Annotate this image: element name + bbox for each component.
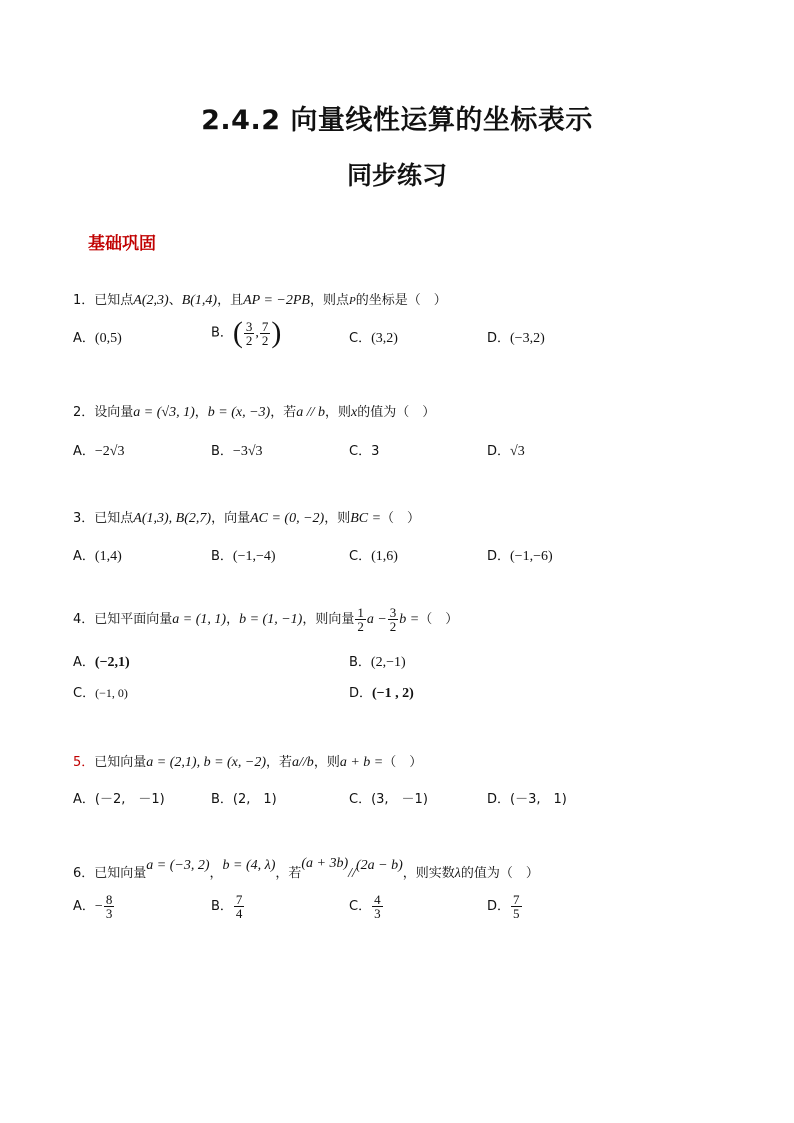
- numerator: 1: [357, 605, 364, 620]
- math-expr: b =: [399, 612, 420, 627]
- question-4-stem: [73, 606, 458, 633]
- option-label: D．: [487, 444, 511, 459]
- denominator: 2: [389, 619, 397, 634]
- denominator: 5: [513, 906, 520, 921]
- math-expr: BC =: [350, 511, 382, 526]
- option-value: (−1, 0): [95, 686, 128, 700]
- fraction: [372, 893, 383, 920]
- math-expr: AP = −2PB: [243, 293, 310, 308]
- math-expr: A(2,3): [133, 293, 169, 308]
- option-value: (－3, 1): [510, 792, 567, 807]
- stem-text: 已知点: [94, 511, 134, 526]
- option-label: C．: [349, 899, 372, 914]
- q6-option-c[interactable]: [349, 893, 384, 920]
- math-expr: b = (x, −3): [207, 405, 271, 420]
- question-1-stem: [73, 289, 447, 309]
- math-var: λ: [454, 866, 461, 881]
- option-label: A．: [73, 792, 95, 807]
- option-value: −2√3: [94, 444, 125, 459]
- q4-option-b[interactable]: [349, 651, 406, 671]
- numerator: 7: [261, 318, 269, 334]
- stem-text: ，则点: [309, 293, 349, 308]
- page-subtitle: 同步练习: [346, 161, 447, 190]
- numerator: 4: [374, 892, 381, 907]
- fraction: [355, 606, 366, 633]
- option-sign: −: [94, 899, 103, 914]
- numerator: 8: [105, 892, 113, 907]
- math-expr: AC = (0, −2): [250, 511, 325, 526]
- stem-text: （ ）: [419, 612, 459, 627]
- q4-option-c[interactable]: [73, 682, 128, 701]
- stem-text: ，则向量: [302, 612, 355, 627]
- math-expr: b = (4, λ): [222, 858, 276, 873]
- stem-text: ，: [226, 612, 240, 627]
- question-number: 3．: [73, 511, 95, 526]
- question-number: 5．: [73, 755, 95, 770]
- numerator: 3: [389, 605, 397, 620]
- denominator: 3: [105, 906, 113, 921]
- stem-text: ，则: [313, 755, 340, 770]
- stem-text: 的坐标是（ ）: [355, 293, 447, 308]
- option-label: A．: [73, 549, 95, 564]
- stem-text: ，: [209, 866, 223, 881]
- option-label: C．: [349, 444, 372, 459]
- denominator: 2: [245, 332, 253, 348]
- math-expr: //: [348, 866, 356, 881]
- math-expr: a = (√3, 1): [133, 405, 195, 420]
- page-title: 2.4.2 向量线性运算的坐标表示: [201, 105, 593, 136]
- question-number: 4．: [73, 612, 95, 627]
- fraction: [260, 320, 271, 347]
- math-expr: (a + 3b): [301, 856, 349, 871]
- math-expr: a −: [366, 612, 387, 627]
- option-label: A．: [73, 899, 95, 914]
- math-expr: a = (1, 1): [172, 612, 227, 627]
- math-expr: (2a − b): [355, 858, 403, 873]
- math-var: P: [348, 295, 356, 307]
- q5-option-b[interactable]: [211, 788, 277, 807]
- q4-option-a[interactable]: [73, 651, 130, 671]
- stem-text: 已知向量: [94, 755, 147, 770]
- denominator: 2: [357, 619, 364, 634]
- option-label: B．: [211, 549, 233, 564]
- math-expr: a//b: [292, 755, 314, 770]
- math-expr: b = (1, −1): [239, 612, 303, 627]
- question-3-stem: [73, 507, 420, 527]
- option-label: C．: [349, 792, 372, 807]
- option-label: B．: [211, 899, 233, 914]
- stem-text: ，: [194, 405, 208, 420]
- q2-option-d[interactable]: [487, 440, 525, 460]
- option-label: B．: [211, 792, 233, 807]
- q6-option-d[interactable]: [487, 893, 523, 920]
- stem-text: 的值为（ ）: [357, 405, 436, 420]
- option-value: (−1 , 2): [372, 686, 414, 701]
- q6-option-b[interactable]: [211, 893, 245, 920]
- q4-option-d[interactable]: [349, 682, 414, 702]
- math-expr: B(1,4): [181, 293, 218, 308]
- option-value: (−1,−6): [510, 549, 553, 564]
- question-2-stem: [73, 401, 435, 421]
- q1-option-c[interactable]: [349, 327, 398, 347]
- stem-text: ，向量: [211, 511, 251, 526]
- q1-option-d[interactable]: [487, 327, 545, 347]
- q2-option-b[interactable]: [211, 440, 263, 460]
- stem-text: 、: [168, 293, 182, 308]
- denominator: 3: [374, 906, 381, 921]
- stem-text: （ ）: [381, 511, 421, 526]
- stem-text: 已知点: [94, 293, 134, 308]
- option-label: A．: [73, 331, 95, 346]
- numerator: 7: [235, 892, 243, 907]
- math-var: x: [351, 405, 358, 420]
- q6-option-a[interactable]: [73, 893, 115, 920]
- fraction: [234, 893, 245, 920]
- denominator: 2: [261, 332, 269, 348]
- comma: ,: [255, 325, 259, 341]
- fraction: [244, 320, 255, 347]
- question-number: 1．: [73, 293, 95, 308]
- q2-option-c[interactable]: [349, 440, 379, 459]
- option-value: √3: [510, 444, 525, 459]
- option-label: C．: [349, 549, 372, 564]
- option-value: (3,2): [371, 331, 398, 346]
- stem-text: ，则: [325, 405, 352, 420]
- stem-text: ，若: [266, 755, 293, 770]
- fraction: [388, 606, 399, 633]
- math-expr: A(1,3), B(2,7): [133, 511, 212, 526]
- q3-option-c[interactable]: [349, 545, 398, 565]
- stem-text: （ ）: [383, 755, 423, 770]
- option-label: D．: [487, 331, 511, 346]
- stem-text: ，则: [324, 511, 351, 526]
- option-value: (1,6): [371, 549, 398, 564]
- option-label: A．: [73, 655, 95, 670]
- option-value: (3, －1): [371, 792, 428, 807]
- q5-option-a[interactable]: [73, 788, 165, 807]
- numerator: 3: [245, 318, 253, 334]
- q2-option-a[interactable]: [73, 440, 125, 460]
- option-label: B．: [211, 325, 233, 341]
- question-5-stem: [73, 751, 422, 771]
- denominator: 4: [235, 906, 243, 921]
- math-expr: a + b =: [339, 755, 384, 770]
- option-value: (2, 1): [232, 792, 277, 807]
- q5-option-c[interactable]: [349, 788, 428, 807]
- option-value: (1,4): [94, 549, 122, 564]
- fraction: [104, 893, 115, 920]
- question-number: 6．: [73, 866, 95, 881]
- option-label: A．: [73, 444, 95, 459]
- stem-text: ，若: [275, 866, 302, 881]
- q1-option-b[interactable]: [211, 318, 281, 348]
- option-label: C．: [73, 686, 96, 701]
- stem-text: 已知平面向量: [94, 612, 173, 627]
- option-value: (−1,−4): [232, 549, 276, 564]
- option-label: B．: [211, 444, 233, 459]
- option-value: (−2,1): [94, 655, 130, 670]
- paren-left: (: [232, 316, 243, 349]
- stem-text: ，则实数: [402, 866, 455, 881]
- option-label: B．: [349, 655, 371, 670]
- q3-option-b[interactable]: [211, 545, 276, 565]
- stem-text: 已知向量: [94, 866, 147, 881]
- stem-text: 的值为（ ）: [460, 866, 539, 881]
- question-6-stem: [73, 856, 539, 882]
- option-label: D．: [487, 792, 511, 807]
- option-value: (0,5): [94, 331, 122, 346]
- math-expr: a // b: [296, 405, 326, 420]
- paren-right: ): [271, 316, 282, 349]
- option-value: (－2, －1): [94, 792, 165, 807]
- option-label: D．: [487, 549, 511, 564]
- option-value: −3√3: [232, 444, 263, 459]
- option-label: D．: [487, 899, 511, 914]
- q3-option-a[interactable]: [73, 545, 122, 565]
- option-value: (2,−1): [370, 655, 406, 670]
- stem-text: ，若: [270, 405, 297, 420]
- option-value: (−3,2): [510, 331, 545, 346]
- question-number: 2．: [73, 405, 95, 420]
- option-value: 3: [371, 444, 380, 459]
- math-expr: a = (2,1), b = (x, −2): [146, 755, 267, 770]
- fraction: [511, 893, 522, 920]
- stem-text: ，且: [217, 293, 244, 308]
- section-heading: 基础巩固: [88, 234, 156, 254]
- option-label: D．: [349, 686, 373, 701]
- math-expr: a = (−3, 2): [146, 858, 210, 873]
- numerator: 7: [513, 892, 520, 907]
- option-label: C．: [349, 331, 372, 346]
- q5-option-d[interactable]: [487, 788, 567, 807]
- q3-option-d[interactable]: [487, 545, 553, 565]
- q1-option-a[interactable]: [73, 327, 122, 347]
- stem-text: 设向量: [94, 405, 134, 420]
